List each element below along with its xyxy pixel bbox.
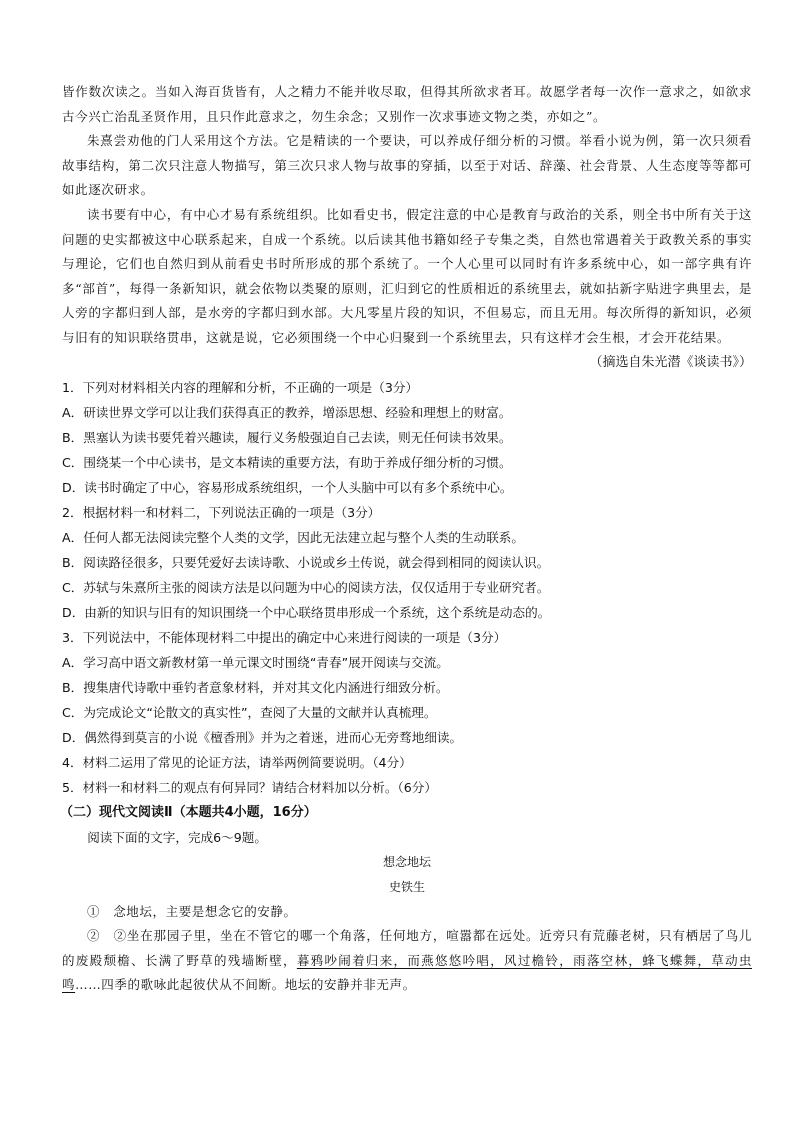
question-stem: 3．下列说法中，不能体现材料二中提出的确定中心来进行阅读的一项是（3分） xyxy=(62,629,507,645)
article-author: 史铁生 xyxy=(388,879,425,894)
option-c: C．围绕某一个中心读书，是文本精读的重要方法，有助于养成仔细分析的习惯。 xyxy=(62,454,512,470)
question-5: 5．材料一和材料二的观点有何异同？请结合材料加以分析。（6分） xyxy=(62,779,437,795)
passage-source: （摘选自朱光潜《谈读书》） xyxy=(589,354,752,370)
article-paragraph-1: ① 念地坛，主要是想念它的安静。 xyxy=(87,903,297,919)
question-4: 4．材料二运用了常见的论证方法，请举两例简要说明。（4分） xyxy=(62,754,412,770)
passage-paragraph-2: 朱熹尝劝他的门人采用这个方法。它是精读的一个要诀，可以养成仔细分析的习惯。举看小说为例，第一次只须看故事结构，第二次只注意人物描写，第三次只求人物与故事的穿插，以至于对话、辞藻、社会背景、人生态度等等都可如此逐次研求。 xyxy=(62,133,752,198)
option-a: A．研读世界文学可以让我们获得真正的教养，增添思想、经验和理想上的财富。 xyxy=(62,404,512,420)
passage-paragraph-3: 读书要有中心，有中心才易有系统组织。比如看史书，假定注意的中心是教育与政治的关系，则全书中所有关于这问题的史实都被这中心联系起来，自成一个系统。以后读其他书籍如经子专集之类，自然也常遇着关于政教关系的事实与理论，它们也自然归到从前看史书时所形成的那个系统了。一个人心里可以同时有许多系统中心，如一部字典有许多“部首”，每得一条新知识，就会依物以类聚的原则，汇归到它的性质相近的系统里去，就如拈新字贴进字典里去，是人旁的字都归到人部，是水旁的字都归到水部。大凡零星片段的知识，不但易忘，而且无用。每次所得的新知识，必须与旧有的知识联络贯串，这就是说，它必须围绕一个中心归聚到一个系统里去，只有这样才会生根，才会开花结果。 xyxy=(62,206,752,345)
question-1 xyxy=(62,375,752,500)
section-heading: （二）现代文阅读Ⅱ（本题共4小题，16分） xyxy=(60,804,317,820)
option-d: D．偶然得到莫言的小说《檀香刑》并为之着迷，进而心无旁骛地细读。 xyxy=(62,729,463,745)
section-instructions: 阅读下面的文字，完成6～9题。 xyxy=(87,829,267,845)
paragraph-text-tail: ……四季的歌咏此起彼伏从不间断。地坛的安静并非无声。 xyxy=(75,977,416,993)
question-2 xyxy=(62,500,752,625)
option-c: C．为完成论文“论散文的真实性”，查阅了大量的文献并认真梳理。 xyxy=(62,704,437,720)
underlined-sentence: 暮鸦吵闹着归来，而燕悠悠吟唱，风过檐铃，雨落空林，蜂飞蝶舞，草动虫鸣 xyxy=(62,952,752,993)
paragraph-text: ② ②坐在那园子里，坐在不管它的哪一个角落，任何地方，喧嚣都在远处。近旁只有荒藤老树，只有栖居了鸟儿的废殿颓檐、长满了野草的残墙断壁， xyxy=(62,928,752,968)
article-paragraph-2 xyxy=(62,924,752,998)
option-b: B．搜集唐代诗歌中垂钓者意象材料，并对其文化内涵进行细致分析。 xyxy=(62,679,449,695)
passage-paragraph-1: 皆作数次读之。当如入海百货皆有，人之精力不能并收尽取，但得其所欲求者耳。故愿学者每一次作一意求之，如欲求古今兴亡治乱圣贤作用，且只作此意求之，勿生余念；又别作一次求事迹文物之类，亦如之”。 xyxy=(62,84,752,124)
option-a: A．任何人都无法阅读完整个人类的文学，因此无法建立起与整个人类的生动联系。 xyxy=(62,529,524,545)
article-title: 想念地坛 xyxy=(382,854,431,869)
option-c: C．苏轼与朱熹所主张的阅读方法是以问题为中心的阅读方法，仅仅适用于专业研究者。 xyxy=(62,579,550,595)
option-d: D．读书时确定了中心，容易形成系统组织，一个人头脑中可以有多个系统中心。 xyxy=(62,479,513,495)
option-b: B．阅读路径很多，只要凭爱好去读诗歌、小说或乡土传说，就会得到相同的阅读认识。 xyxy=(62,554,550,570)
option-a: A．学习高中语文新教材第一单元课文时围绕“青春”展开阅读与交流。 xyxy=(62,654,449,670)
question-stem: 2．根据材料一和材料二，下列说法正确的一项是（3分） xyxy=(62,504,381,520)
question-stem: 1．下列对材料相关内容的理解和分析，不正确的一项是（3分） xyxy=(62,379,419,395)
option-b: B．黑塞认为读书要凭着兴趣读，履行义务般强迫自己去读，则无任何读书效果。 xyxy=(62,429,512,445)
option-d: D．由新的知识与旧有的知识围绕一个中心联络贯串形成一个系统，这个系统是动态的。 xyxy=(62,604,551,620)
question-3 xyxy=(62,625,752,750)
